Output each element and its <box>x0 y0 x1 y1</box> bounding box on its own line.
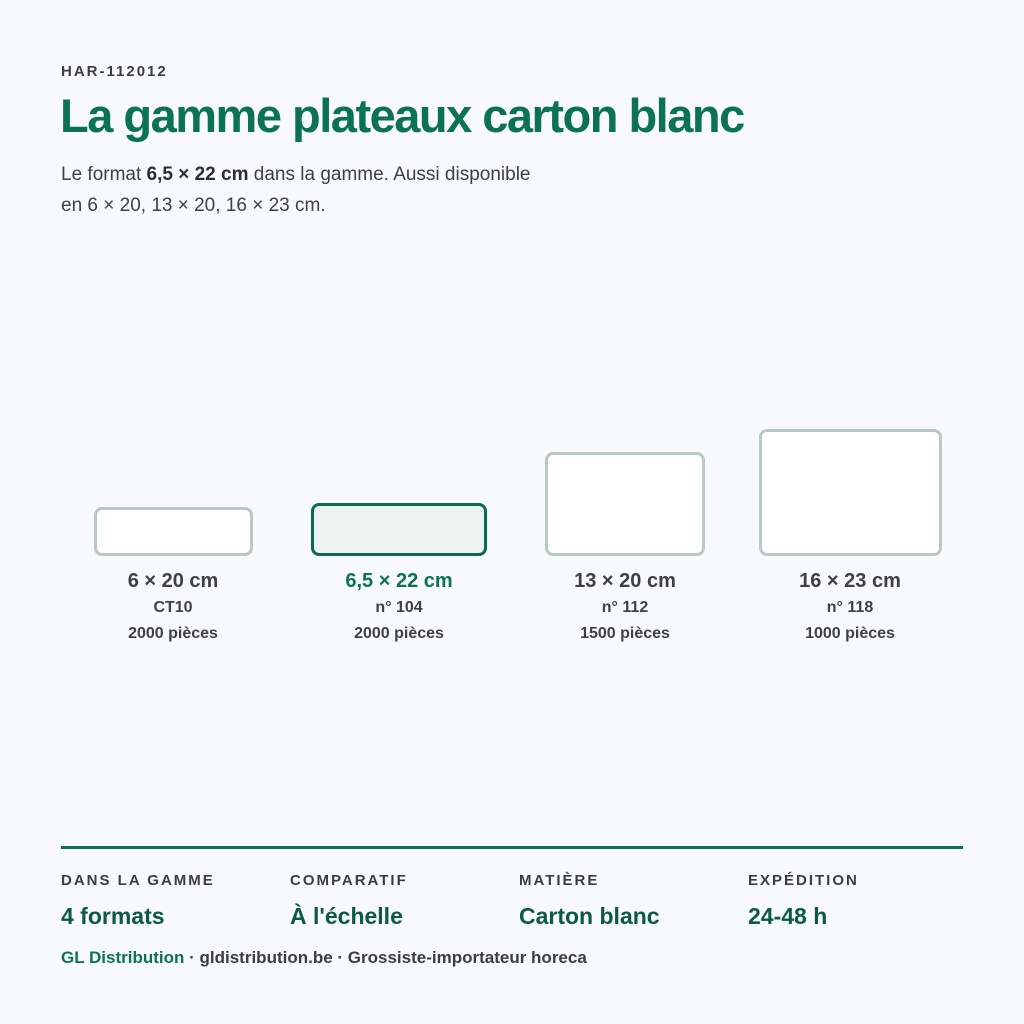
format-size: 16 × 23 cm <box>799 570 901 592</box>
tray-6x20 <box>94 507 253 556</box>
format-quantity: 2000 pièces <box>354 625 444 642</box>
format-quantity: 1500 pièces <box>580 625 670 642</box>
stat-material <box>519 872 660 930</box>
page-title: La gamme plateaux carton blanc <box>60 89 744 142</box>
format-ref: CT10 <box>153 599 193 616</box>
footer <box>61 948 587 968</box>
stat-label: COMPARATIF <box>290 872 408 889</box>
format-quantity: 1000 pièces <box>805 625 895 642</box>
tray-13x20 <box>545 452 705 556</box>
subtitle <box>61 159 661 221</box>
format-caption-6-5x22 <box>279 567 519 647</box>
format-quantity: 2000 pièces <box>128 625 218 642</box>
format-size: 6,5 × 22 cm <box>345 570 453 592</box>
footer-tagline: Grossiste-importateur horeca <box>347 948 587 967</box>
stat-comparison <box>290 872 408 930</box>
subtitle-text-start: Le format <box>61 164 147 185</box>
stat-label: EXPÉDITION <box>748 872 859 889</box>
divider-rule <box>61 846 963 849</box>
format-caption-13x20 <box>505 567 745 647</box>
footer-separator: · <box>184 948 200 967</box>
stat-value: À l'échelle <box>290 903 403 929</box>
stat-value: 24-48 h <box>748 903 828 929</box>
format-ref: n° 104 <box>375 599 423 616</box>
stat-value: Carton blanc <box>519 903 660 929</box>
format-caption-6x20 <box>53 567 293 647</box>
stat-shipping <box>748 872 859 930</box>
tray-16x23 <box>759 429 942 556</box>
format-ref: n° 112 <box>601 599 649 616</box>
tray-6-5x22 <box>311 503 487 556</box>
footer-brand: GL Distribution <box>61 948 185 967</box>
sku-label: HAR-112012 <box>61 63 168 80</box>
format-ref: n° 118 <box>826 599 874 616</box>
footer-website: gldistribution.be <box>199 948 333 967</box>
format-size: 6 × 20 cm <box>127 570 219 592</box>
footer-separator: · <box>332 948 348 967</box>
subtitle-text-end: dans la gamme. Aussi disponible <box>248 164 531 185</box>
format-caption-16x23 <box>730 567 970 647</box>
subtitle-line-two: en 6 × 20, 13 × 20, 16 × 23 cm. <box>61 195 326 216</box>
format-size: 13 × 20 cm <box>574 570 676 592</box>
subtitle-highlight-size: 6,5 × 22 cm <box>146 164 249 185</box>
stat-value: 4 formats <box>61 903 165 929</box>
stat-label: DANS LA GAMME <box>61 872 215 889</box>
stat-range <box>61 872 215 930</box>
stat-label: MATIÈRE <box>519 872 600 889</box>
